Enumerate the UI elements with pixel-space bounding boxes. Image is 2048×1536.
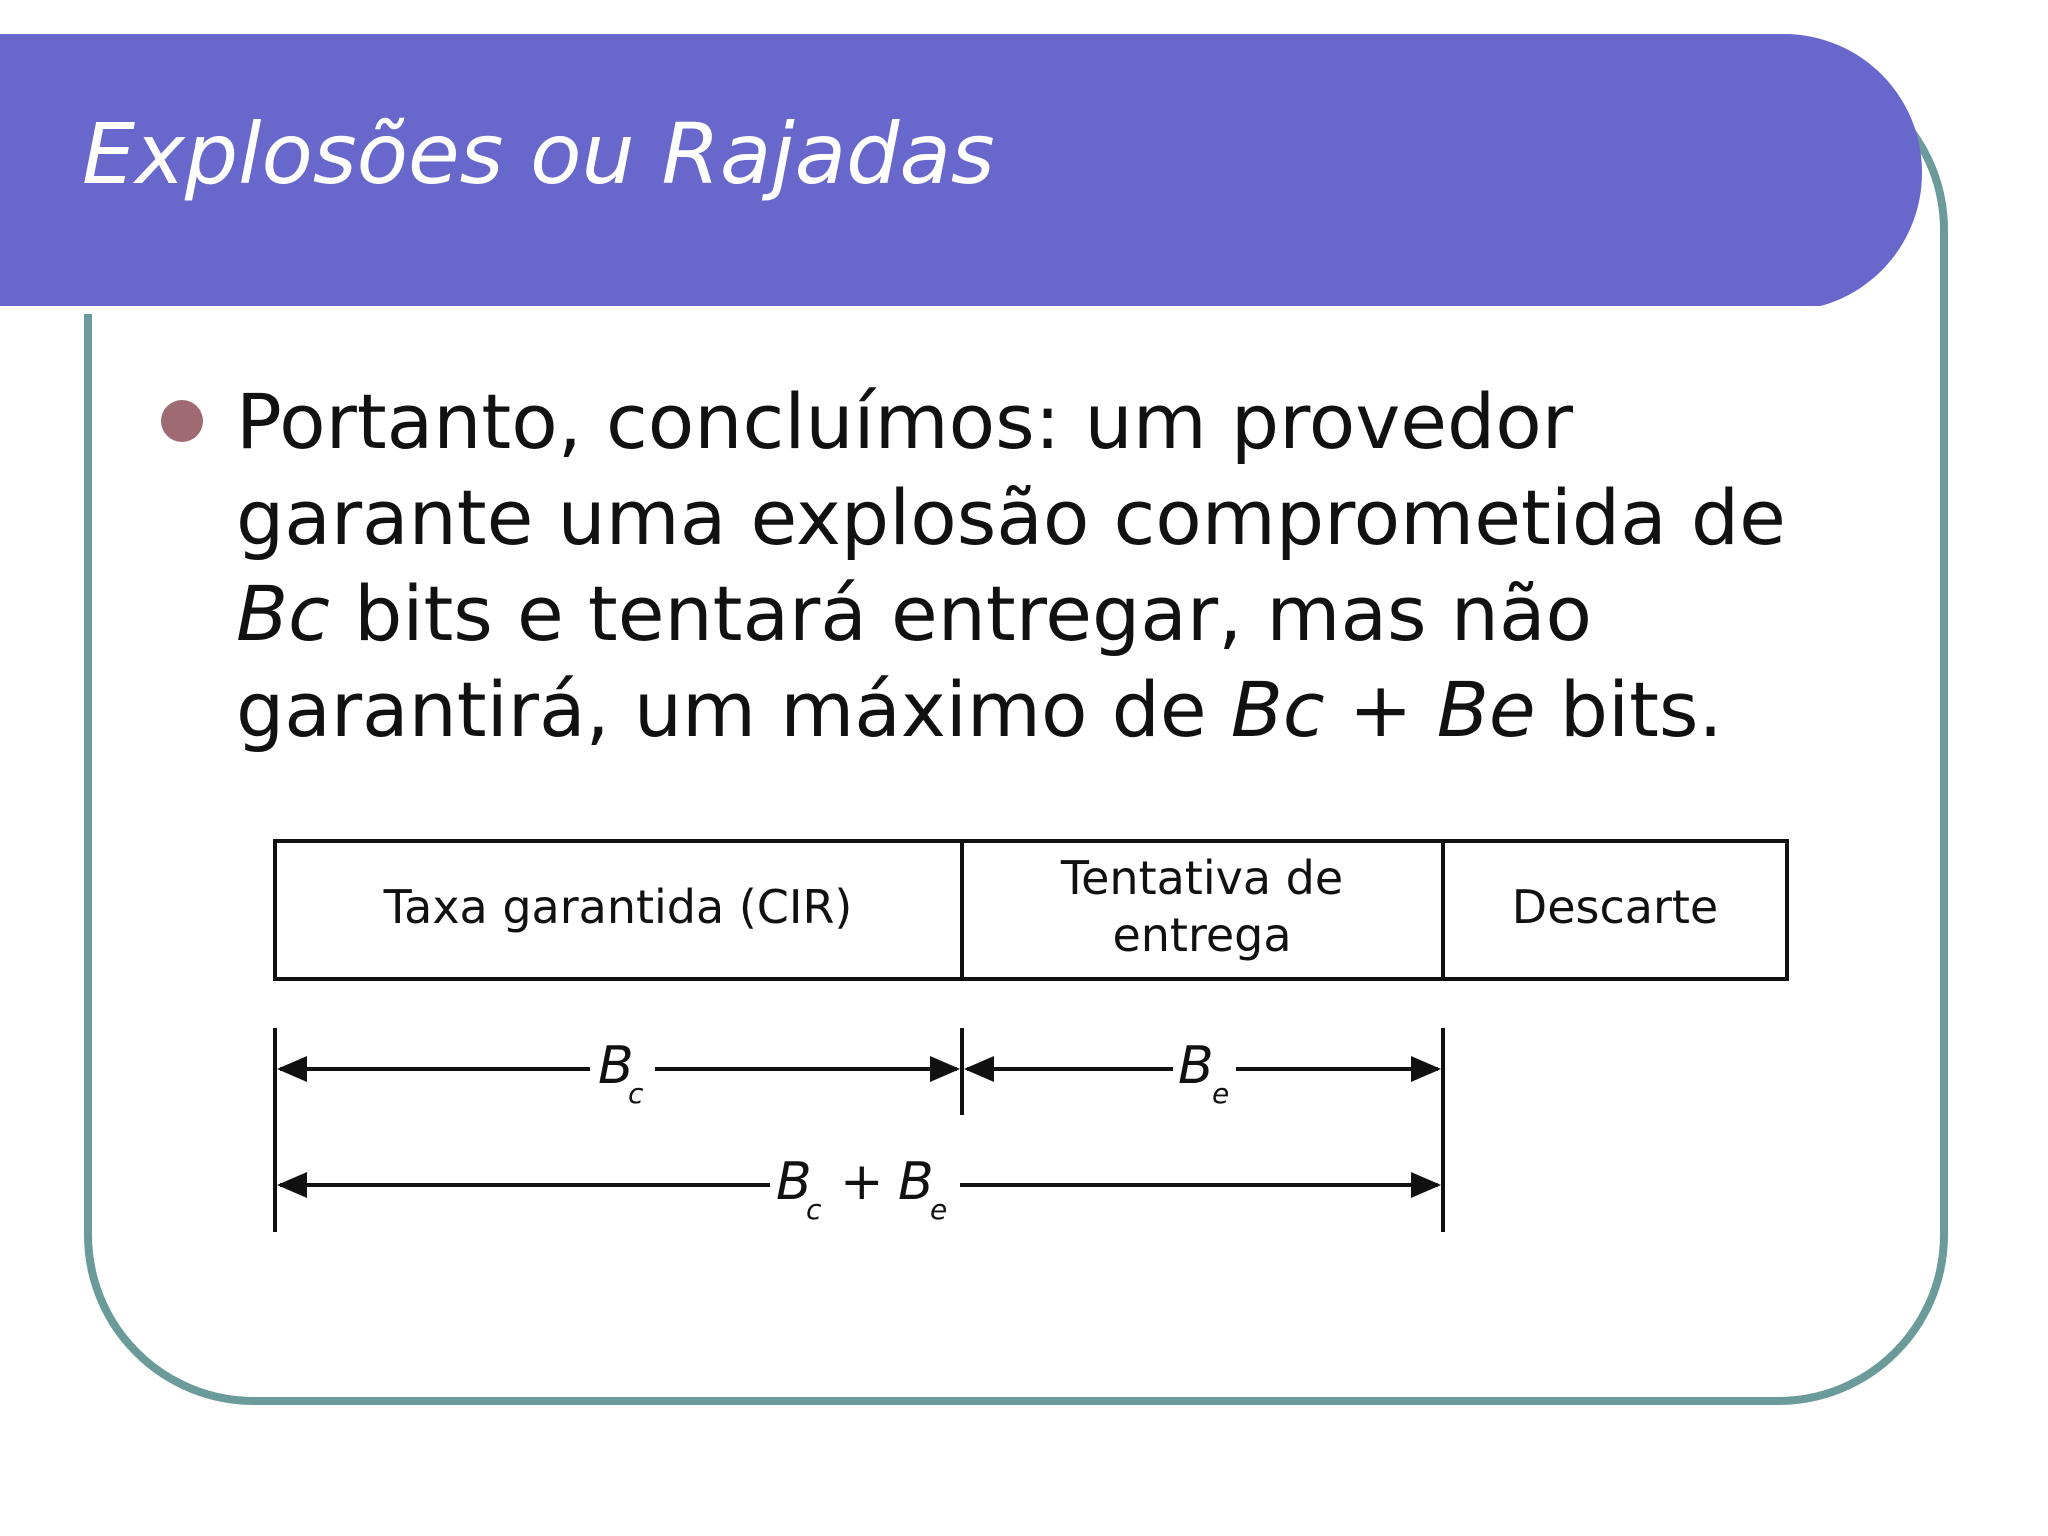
sum-plus-sign: + (840, 1152, 884, 1212)
box-discard-label: Descarte (1511, 880, 1719, 934)
bc-label-subscript: c (628, 1077, 644, 1110)
box-attempt-label-line2: entrega (1112, 908, 1292, 962)
sum-be-label-subscript: e (930, 1193, 948, 1226)
box-attempt-label-line1: Tentativa de (1060, 851, 1344, 905)
bc-label: B (598, 1036, 634, 1096)
bc-arrowhead-left-icon (277, 1056, 307, 1082)
sum-bc-label-subscript: c (806, 1193, 822, 1226)
bullet-plus: + (1324, 665, 1437, 754)
sum-arrowhead-right-icon (1411, 1172, 1441, 1198)
bc-arrowhead-right-icon (930, 1056, 960, 1082)
sum-bc-label: B (776, 1152, 812, 1212)
bullet-text-3: bits. (1535, 665, 1723, 754)
sum-arrowhead-left-icon (277, 1172, 307, 1198)
be-label-subscript: e (1212, 1077, 1230, 1110)
bullet-bc: Bc (236, 569, 330, 658)
be-arrowhead-left-icon (964, 1056, 994, 1082)
be-label: B (1178, 1036, 1214, 1096)
bullet-text-1: Portanto, concluímos: um provedor garante uma explosão comprometida de (236, 377, 1786, 562)
bullet-text-2: bits e tentará entregar, mas não garantirá, um máximo de (236, 569, 1593, 754)
sum-be-label: B (898, 1152, 934, 1212)
bullet-bc-2: Bc (1230, 665, 1325, 754)
slide-title: Explosões ou Rajadas (82, 105, 995, 203)
box-cir-label: Taxa garantida (CIR) (383, 880, 853, 934)
be-arrowhead-right-icon (1411, 1056, 1441, 1082)
bullet-be: Be (1436, 665, 1536, 754)
